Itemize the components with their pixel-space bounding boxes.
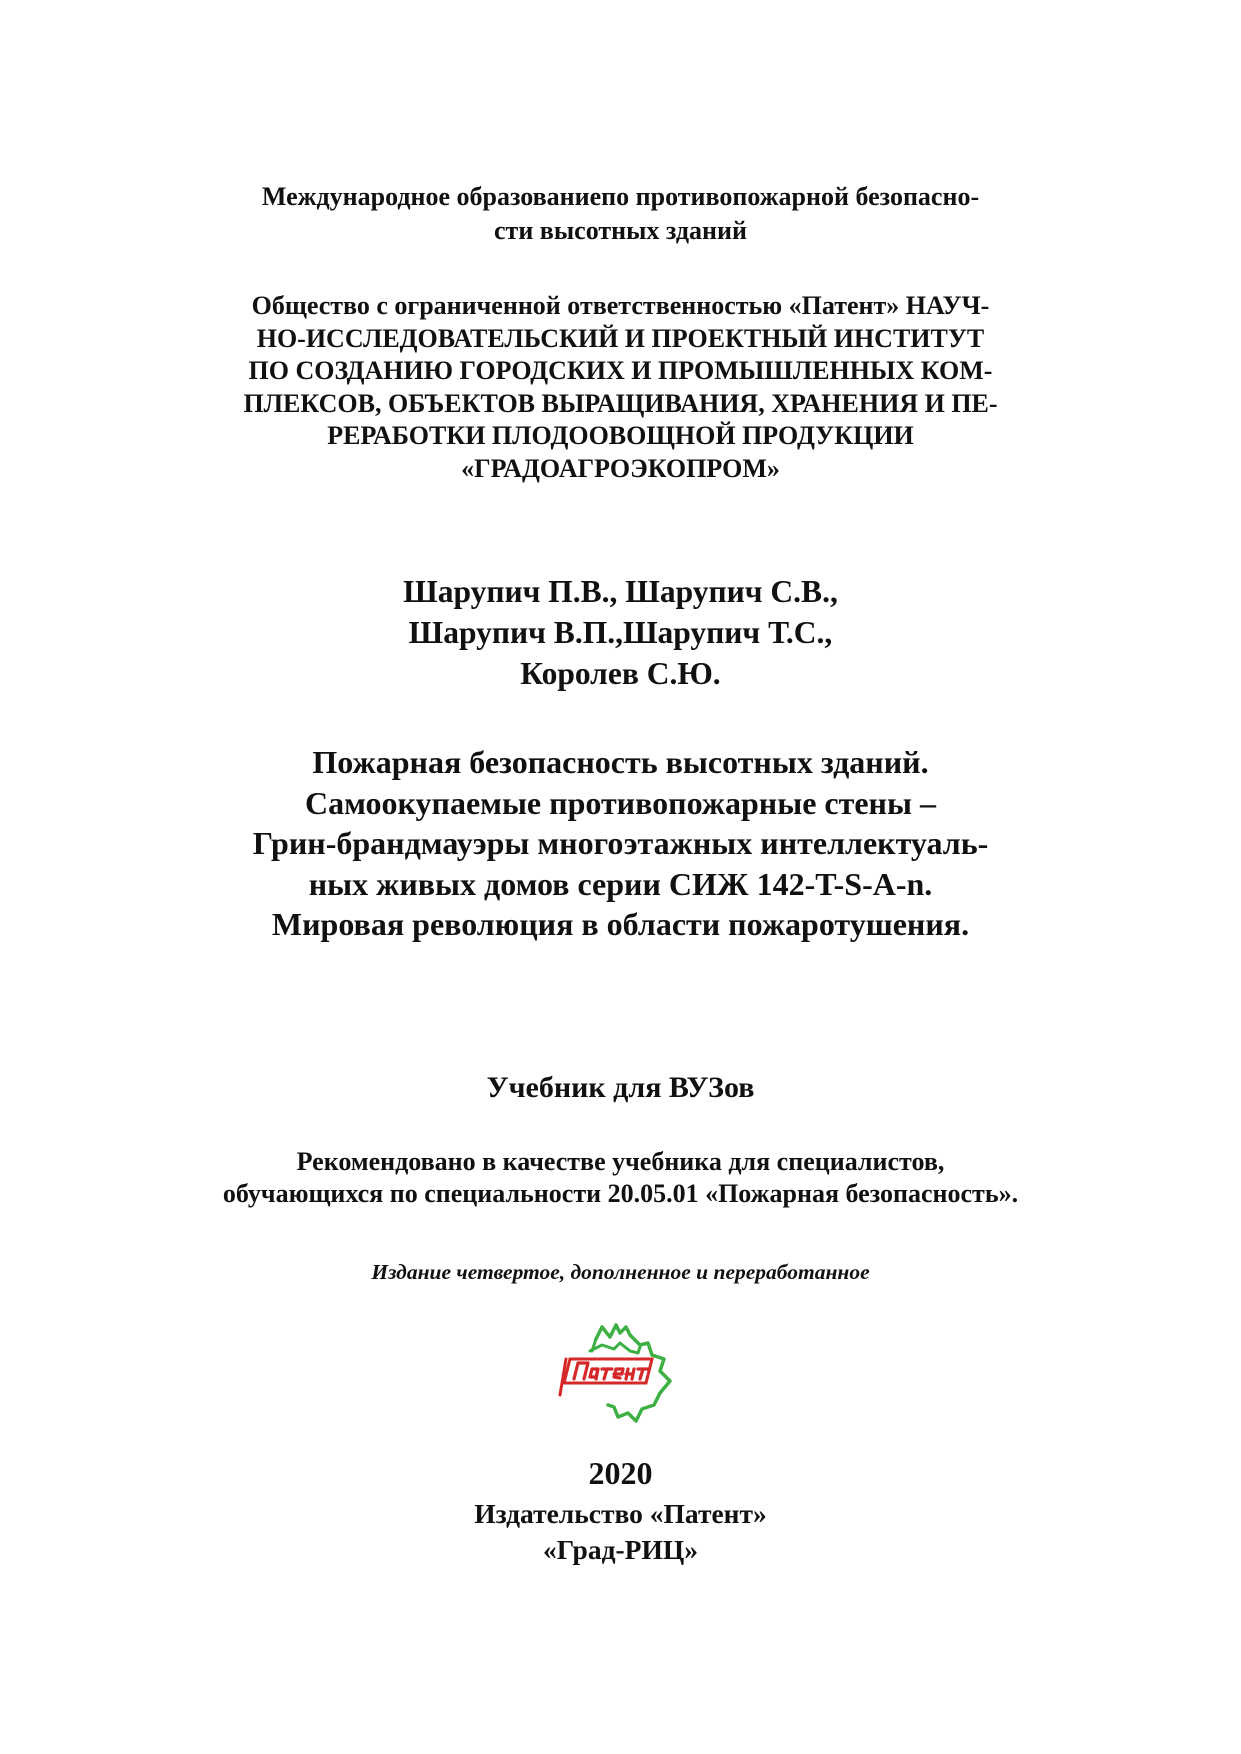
document-type	[0, 1069, 1241, 1107]
year-text: 2020	[588, 1455, 653, 1491]
authors-line: Шарупич П.В., Шарупич С.В.,	[403, 574, 838, 609]
document-type-text: Учебник для ВУЗов	[486, 1071, 755, 1104]
edition-note	[0, 1258, 1241, 1286]
title-line: ных живых домов серии СИЖ 142-T-S-A-n.	[308, 865, 933, 902]
publisher-line: «Град-РИЦ»	[543, 1534, 698, 1565]
organization-name	[0, 180, 1241, 248]
recommendation	[0, 1146, 1241, 1210]
title-line: Самоокупаемые противопожарные стены –	[305, 784, 936, 821]
recommendation-line: обучающихся по специальности 20.05.01 «Пожарная безопасность».	[222, 1179, 1019, 1208]
book-title	[0, 742, 1241, 945]
company-line: РЕРАБОТКИ ПЛОДООВОЩНОЙ ПРОДУКЦИИ	[327, 421, 914, 450]
authors-line: Шарупич В.П.,Шарупич Т.С.,	[408, 615, 833, 650]
company-line: «ГРАДОАГРОЭКОПРОМ»	[461, 453, 780, 483]
title-line: Грин-брандмауэры многоэтажных интеллектуаль-	[252, 825, 989, 861]
company-line: Общество с ограниченной ответственностью «Патент» НАУЧ-	[251, 291, 990, 320]
organization-line: Международное образованиепо противопожарной безопасно-	[261, 182, 980, 211]
publisher	[0, 1496, 1241, 1568]
publication-year	[0, 1454, 1241, 1492]
company-line: ПЛЕКСОВ, ОБЪЕКТОВ ВЫРАЩИВАНИЯ, ХРАНЕНИЯ И ПЕ-	[243, 388, 998, 418]
title-line: Мировая революция в области пожаротушения.	[271, 906, 970, 942]
edition-text: Издание четвертое, дополненное и переработанное	[371, 1260, 870, 1284]
organization-line: сти высотных зданий	[494, 216, 747, 245]
company-line: ПО СОЗДАНИЮ ГОРОДСКИХ И ПРОМЫШЛЕННЫХ КОМ-	[248, 356, 993, 385]
authors	[0, 571, 1241, 694]
recommendation-line: Рекомендовано в качестве учебника для специалистов,	[296, 1147, 945, 1176]
publisher-line: Издательство «Патент»	[474, 1498, 767, 1529]
title-line: Пожарная безопасность высотных зданий.	[312, 744, 929, 780]
company-name	[0, 290, 1241, 485]
company-line: НО-ИССЛЕДОВАТЕЛЬСКИЙ И ПРОЕКТНЫЙ ИНСТИТУТ	[256, 323, 985, 353]
patent-publisher-logo-icon	[556, 1321, 682, 1425]
authors-line: Королев С.Ю.	[520, 656, 721, 691]
